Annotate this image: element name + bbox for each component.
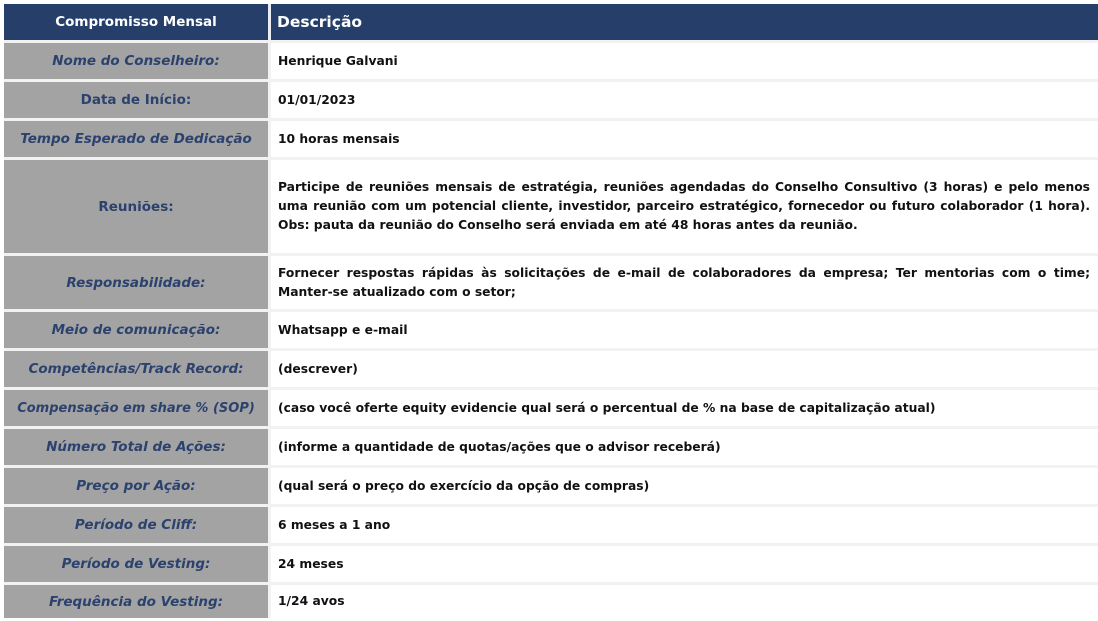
table-header xyxy=(4,4,1098,40)
table-row-meetings xyxy=(4,160,1098,253)
row-value-text: Whatsapp e e-mail xyxy=(278,322,408,337)
row-value xyxy=(271,160,1098,253)
row-value-text: 24 meses xyxy=(278,556,344,571)
row-value xyxy=(271,585,1098,618)
row-value-text: Henrique Galvani xyxy=(278,53,398,68)
advisor-commitment-table xyxy=(4,4,1098,618)
row-value-text: Participe de reuniões mensais de estratégia, reuniões agendadas do Conselho Consultivo (3 horas) e pelo menos uma reunião com um potencial cliente, investidor, parceiro estratégico, fornecedor ou futuro colaborador (1 hora). Obs: pauta da reunião do Conselho será enviada em até 48 horas antes da reunião. xyxy=(278,180,1090,232)
table-row-vesting-period xyxy=(4,546,1098,582)
table-row-share-compensation xyxy=(4,390,1098,426)
row-label: Número Total de Ações: xyxy=(4,429,268,465)
row-value xyxy=(271,43,1098,79)
row-label: Preço por Ação: xyxy=(4,468,268,504)
row-value-text: 10 horas mensais xyxy=(278,131,400,146)
header-commitment: Compromisso Mensal xyxy=(4,4,268,40)
table-row-advisor-name xyxy=(4,43,1098,79)
row-value xyxy=(271,546,1098,582)
row-value xyxy=(271,312,1098,348)
row-label: Tempo Esperado de Dedicação xyxy=(4,121,268,157)
row-value-text: 6 meses a 1 ano xyxy=(278,517,391,532)
row-label: Compensação em share % (SOP) xyxy=(4,390,268,426)
row-label: Meio de comunicação: xyxy=(4,312,268,348)
row-label: Período de Vesting: xyxy=(4,546,268,582)
row-value-text: 1/24 avos xyxy=(278,594,345,608)
row-value xyxy=(271,390,1098,426)
table-row-start-date xyxy=(4,82,1098,118)
row-value xyxy=(271,468,1098,504)
row-value xyxy=(271,429,1098,465)
row-value-text: 01/01/2023 xyxy=(278,92,356,107)
row-value xyxy=(271,121,1098,157)
row-value xyxy=(271,507,1098,543)
row-label: Período de Cliff: xyxy=(4,507,268,543)
row-value xyxy=(271,256,1098,309)
row-label: Data de Início: xyxy=(4,82,268,118)
table-row-cliff-period xyxy=(4,507,1098,543)
row-value-text: (descrever) xyxy=(278,361,358,376)
row-label: Responsabilidade: xyxy=(4,256,268,309)
row-value-text: Fornecer respostas rápidas às solicitações de e-mail de colaboradores da empresa; Ter mentorias com o time; Manter-se atualizado com o setor; xyxy=(278,265,1090,299)
row-value xyxy=(271,82,1098,118)
row-label: Reuniões: xyxy=(4,160,268,253)
table-row-communication xyxy=(4,312,1098,348)
row-value-text: (informe a quantidade de quotas/ações que o advisor receberá) xyxy=(278,439,721,454)
table-row-total-shares xyxy=(4,429,1098,465)
table-row-vesting-frequency xyxy=(4,585,1098,618)
table-row-responsibility xyxy=(4,256,1098,309)
table-row-competencies xyxy=(4,351,1098,387)
row-label: Frequência do Vesting: xyxy=(4,585,268,618)
table-row-price-per-share xyxy=(4,468,1098,504)
row-value-text: (qual será o preço do exercício da opção de compras) xyxy=(278,478,650,493)
table-row-dedication-time xyxy=(4,121,1098,157)
row-value-text: (caso você oferte equity evidencie qual será o percentual de % na base de capitalização atual) xyxy=(278,400,936,415)
row-value xyxy=(271,351,1098,387)
row-label: Competências/Track Record: xyxy=(4,351,268,387)
row-label: Nome do Conselheiro: xyxy=(4,43,268,79)
header-description: Descrição xyxy=(271,4,1098,40)
